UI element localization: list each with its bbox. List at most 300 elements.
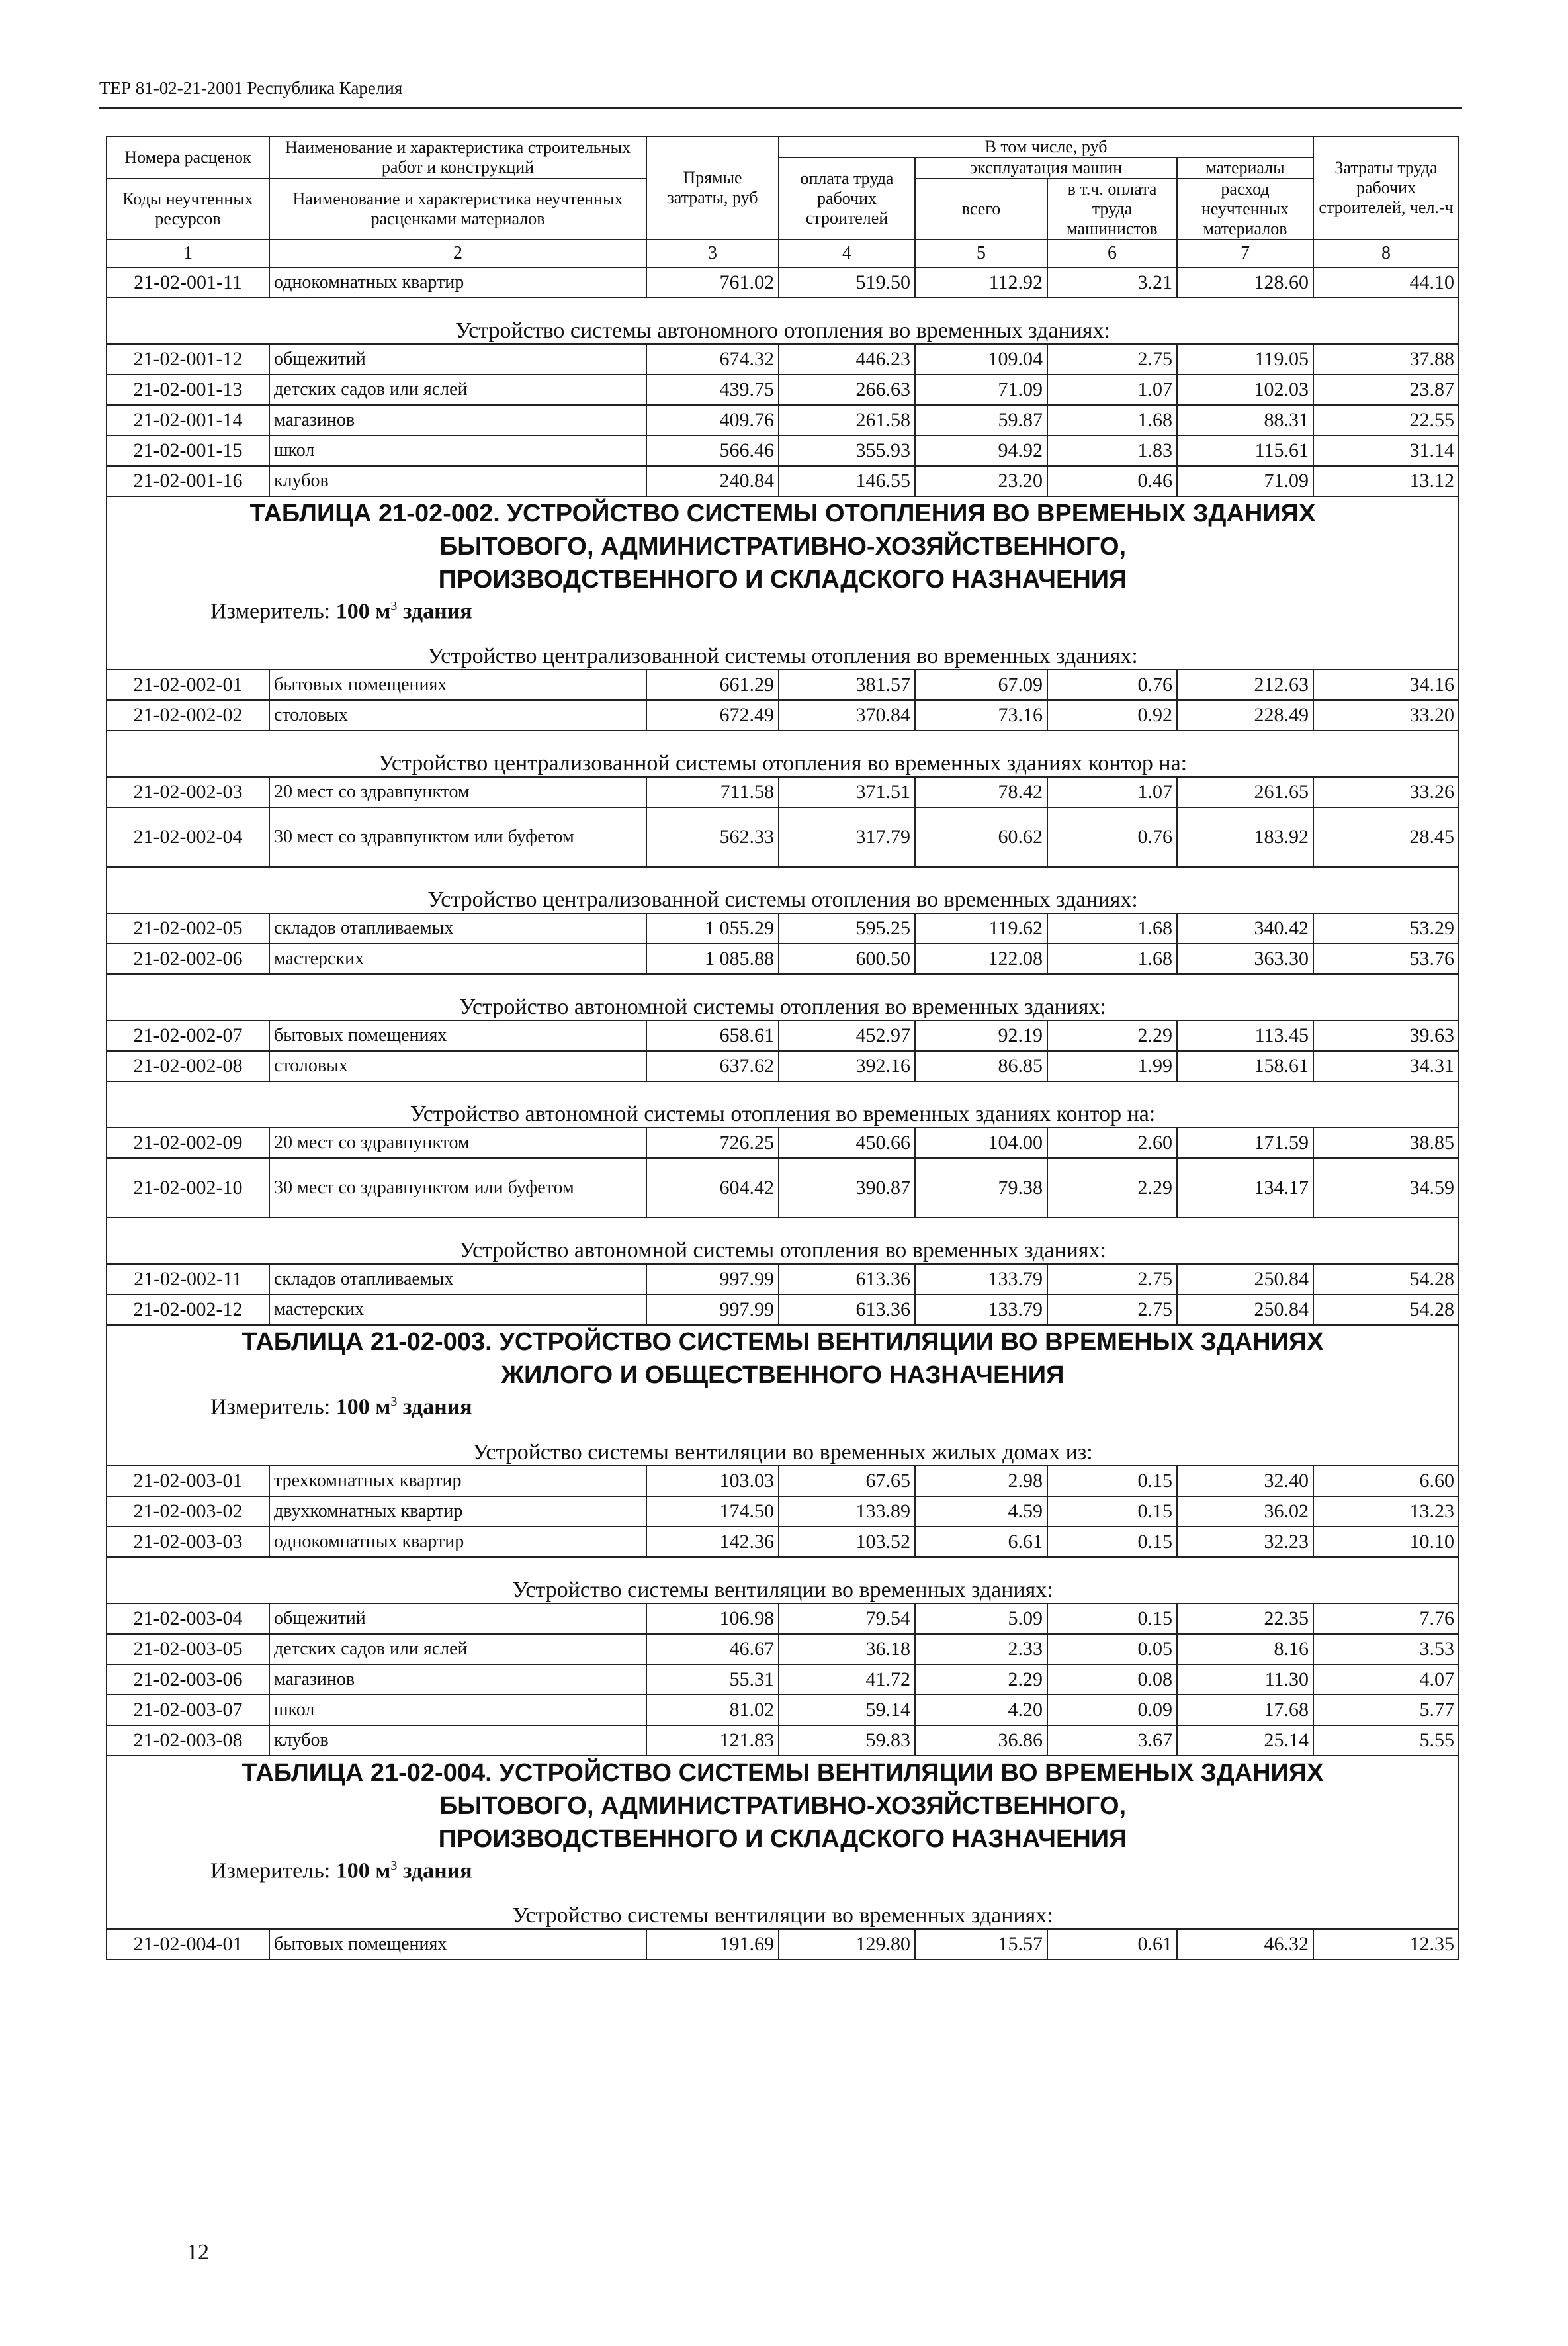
section-heading [107,731,1459,777]
value-cell: 129.80 [779,1929,915,1960]
value-cell: 562.33 [646,807,779,867]
col-number: 5 [915,240,1047,267]
value-cell: 71.09 [915,375,1047,405]
table-title-line: ЖИЛОГО И ОБЩЕСТВЕННОГО НАЗНАЧЕНИЯ [501,1361,1065,1390]
value-cell: 6.61 [915,1527,1047,1557]
rate-code: 21-02-002-11 [107,1264,269,1294]
section-heading [107,974,1459,1020]
value-cell: 12.35 [1313,1929,1459,1960]
section-heading [107,1218,1459,1264]
table-row [107,1264,1459,1294]
value-cell: 5.77 [1313,1695,1459,1725]
section-heading [107,1557,1459,1603]
work-name: бытовых помещениях [269,1020,646,1051]
value-cell: 1.68 [1047,405,1177,435]
value-cell: 44.10 [1313,267,1459,298]
value-cell: 92.19 [915,1020,1047,1051]
table-title-line: ПРОИЗВОДСТВЕННОГО И СКЛАДСКОГО НАЗНАЧЕНИЯ [438,566,1127,594]
col-header-wages: оплата труда рабочих строителей [779,158,915,240]
rate-code: 21-02-002-07 [107,1020,269,1051]
value-cell: 103.03 [646,1466,779,1496]
value-cell: 566.46 [646,435,779,466]
table-row [107,944,1459,974]
section-heading [107,1081,1459,1128]
table-title [107,496,1459,624]
value-cell: 1.99 [1047,1051,1177,1081]
value-cell: 67.09 [915,670,1047,700]
value-cell: 46.67 [646,1634,779,1664]
value-cell: 4.20 [915,1695,1047,1725]
table-row [107,1603,1459,1634]
value-cell: 15.57 [915,1929,1047,1960]
col-number: 3 [646,240,779,267]
rate-code: 21-02-003-05 [107,1634,269,1664]
value-cell: 34.59 [1313,1158,1459,1218]
table-row [107,466,1459,496]
value-cell: 0.05 [1047,1634,1177,1664]
rate-code: 21-02-003-04 [107,1603,269,1634]
value-cell: 22.55 [1313,405,1459,435]
value-cell: 3.67 [1047,1725,1177,1756]
value-cell: 1.83 [1047,435,1177,466]
value-cell: 174.50 [646,1496,779,1527]
rate-code: 21-02-002-01 [107,670,269,700]
value-cell: 34.16 [1313,670,1459,700]
value-cell: 71.09 [1177,466,1313,496]
measure-label: Измеритель: [210,1858,331,1883]
table-row [107,670,1459,700]
section-title: Устройство системы вентиляции во временных зданиях: [107,1557,1459,1603]
col-header-labor: Затраты труда рабочих строителей, чел.-ч [1313,136,1459,240]
value-cell: 0.76 [1047,807,1177,867]
value-cell: 13.12 [1313,466,1459,496]
table-row [107,700,1459,731]
value-cell: 158.61 [1177,1051,1313,1081]
value-cell: 2.75 [1047,1264,1177,1294]
section-title: Устройство системы вентиляции во временных зданиях: [107,1883,1459,1929]
value-cell: 370.84 [779,700,915,731]
col-header-material-names: Наименование и характеристика неучтенных расценками материалов [269,179,646,240]
value-cell: 381.57 [779,670,915,700]
work-name: 20 мест со здравпунктом [269,1128,646,1158]
value-cell: 2.98 [915,1466,1047,1496]
value-cell: 109.04 [915,344,1047,375]
rate-code: 21-02-003-01 [107,1466,269,1496]
value-cell: 122.08 [915,944,1047,974]
section-heading [107,1883,1459,1929]
value-cell: 121.83 [646,1725,779,1756]
value-cell: 8.16 [1177,1634,1313,1664]
col-header-materials: материалы [1177,158,1313,179]
value-cell: 1 085.88 [646,944,779,974]
value-cell: 392.16 [779,1051,915,1081]
value-cell: 73.16 [915,700,1047,731]
table-title [107,1325,1459,1420]
measure-unit [210,1394,1454,1420]
value-cell: 2.29 [1047,1158,1177,1218]
value-cell: 228.49 [1177,700,1313,731]
value-cell: 133.89 [779,1496,915,1527]
section-title: Устройство системы автономного отопления во временных зданиях: [107,298,1459,344]
value-cell: 53.29 [1313,913,1459,944]
rate-code: 21-02-002-03 [107,777,269,807]
value-cell: 2.60 [1047,1128,1177,1158]
value-cell: 36.18 [779,1634,915,1664]
work-name: двухкомнатных квартир [269,1496,646,1527]
value-cell: 53.76 [1313,944,1459,974]
value-cell: 115.61 [1177,435,1313,466]
rate-code: 21-02-001-12 [107,344,269,375]
work-name: детских садов или яслей [269,1634,646,1664]
rate-code: 21-02-003-02 [107,1496,269,1527]
measure-exponent: 3 [390,599,398,613]
work-name: мастерских [269,1294,646,1325]
table-row [107,777,1459,807]
value-cell: 1 055.29 [646,913,779,944]
value-cell: 86.85 [915,1051,1047,1081]
work-name: клубов [269,466,646,496]
table-title-line: ТАБЛИЦА 21-02-003. УСТРОЙСТВО СИСТЕМЫ ВЕНТИЛЯЦИИ ВО ВРЕМЕНЫХ ЗДАНИЯХ [241,1328,1324,1357]
value-cell: 41.72 [779,1664,915,1695]
value-cell: 371.51 [779,777,915,807]
table-row [107,1466,1459,1496]
table-row [107,375,1459,405]
value-cell: 261.58 [779,405,915,435]
table-row [107,267,1459,298]
value-cell: 191.69 [646,1929,779,1960]
value-cell: 79.38 [915,1158,1047,1218]
value-cell: 67.65 [779,1466,915,1496]
value-cell: 2.75 [1047,344,1177,375]
measure-tail: здания [402,599,472,624]
rate-code: 21-02-002-02 [107,700,269,731]
value-cell: 0.15 [1047,1603,1177,1634]
section-heading [107,867,1459,913]
value-cell: 102.03 [1177,375,1313,405]
value-cell: 1.07 [1047,777,1177,807]
rate-code: 21-02-001-13 [107,375,269,405]
value-cell: 613.36 [779,1264,915,1294]
value-cell: 0.61 [1047,1929,1177,1960]
value-cell: 33.20 [1313,700,1459,731]
value-cell: 13.23 [1313,1496,1459,1527]
col-header-codes: Номера расценок [107,136,269,179]
rate-code: 21-02-002-10 [107,1158,269,1218]
value-cell: 604.42 [646,1158,779,1218]
table-row [107,913,1459,944]
value-cell: 0.76 [1047,670,1177,700]
value-cell: 11.30 [1177,1664,1313,1695]
table-row [107,807,1459,867]
value-cell: 60.62 [915,807,1047,867]
section-title: Устройство централизованной системы отопления во временных зданиях: [107,624,1459,670]
table-row [107,1929,1459,1960]
rate-code: 21-02-003-03 [107,1527,269,1557]
value-cell: 23.87 [1313,375,1459,405]
value-cell: 33.26 [1313,777,1459,807]
rate-code: 21-02-003-06 [107,1664,269,1695]
table-row [107,1527,1459,1557]
value-cell: 0.15 [1047,1496,1177,1527]
value-cell: 637.62 [646,1051,779,1081]
work-name: 20 мест со здравпунктом [269,777,646,807]
value-cell: 363.30 [1177,944,1313,974]
measure-exponent: 3 [390,1858,398,1873]
work-name: школ [269,435,646,466]
section-heading [107,1420,1459,1466]
table-title-block [107,496,1459,624]
col-header-group: В том числе, руб [779,136,1313,158]
value-cell: 7.76 [1313,1603,1459,1634]
value-cell: 595.25 [779,913,915,944]
value-cell: 22.35 [1177,1603,1313,1634]
rate-code: 21-02-002-04 [107,807,269,867]
col-number: 7 [1177,240,1313,267]
value-cell: 661.29 [646,670,779,700]
value-cell: 128.60 [1177,267,1313,298]
measure-label: Измеритель: [210,599,331,624]
value-cell: 133.79 [915,1264,1047,1294]
measure-exponent: 3 [390,1394,398,1410]
value-cell: 106.98 [646,1603,779,1634]
table-row [107,1051,1459,1081]
rate-code: 21-02-002-05 [107,913,269,944]
value-cell: 0.92 [1047,700,1177,731]
work-name: складов отапливаемых [269,913,646,944]
value-cell: 317.79 [779,807,915,867]
value-cell: 34.31 [1313,1051,1459,1081]
work-name: 30 мест со здравпунктом или буфетом [269,1158,646,1218]
value-cell: 133.79 [915,1294,1047,1325]
rate-code: 21-02-003-08 [107,1725,269,1756]
value-cell: 25.14 [1177,1725,1313,1756]
value-cell: 32.40 [1177,1466,1313,1496]
col-header-name: Наименование и характеристика строительных работ и конструкций [269,136,646,179]
value-cell: 0.15 [1047,1527,1177,1557]
table-row [107,1664,1459,1695]
work-name: однокомнатных квартир [269,1527,646,1557]
value-cell: 3.21 [1047,267,1177,298]
section-title: Устройство автономной системы отопления во временных зданиях: [107,974,1459,1020]
value-cell: 39.63 [1313,1020,1459,1051]
section-heading [107,624,1459,670]
header-rule [99,107,1462,109]
value-cell: 0.15 [1047,1466,1177,1496]
table-title-line: ПРОИЗВОДСТВЕННОГО И СКЛАДСКОГО НАЗНАЧЕНИЯ [438,1825,1127,1853]
value-cell: 94.92 [915,435,1047,466]
work-name: общежитий [269,1603,646,1634]
value-cell: 183.92 [1177,807,1313,867]
value-cell: 103.52 [779,1527,915,1557]
rate-code: 21-02-002-06 [107,944,269,974]
value-cell: 54.28 [1313,1294,1459,1325]
value-cell: 10.10 [1313,1527,1459,1557]
value-cell: 1.07 [1047,375,1177,405]
measure-tail: здания [402,1858,472,1883]
value-cell: 240.84 [646,466,779,496]
value-cell: 59.14 [779,1695,915,1725]
value-cell: 250.84 [1177,1294,1313,1325]
work-name: 30 мест со здравпунктом или буфетом [269,807,646,867]
table-row [107,435,1459,466]
col-header-machinist-wages: в т.ч. оплата труда машинистов [1047,179,1177,240]
work-name: магазинов [269,1664,646,1695]
rate-code: 21-02-001-11 [107,267,269,298]
value-cell: 4.59 [915,1496,1047,1527]
value-cell: 36.86 [915,1725,1047,1756]
value-cell: 674.32 [646,344,779,375]
value-cell: 55.31 [646,1664,779,1695]
table-row [107,1725,1459,1756]
work-name: школ [269,1695,646,1725]
measure-value: 100 м [335,1394,391,1420]
work-name: магазинов [269,405,646,435]
measure-unit [210,1858,1454,1883]
section-title: Устройство автономной системы отопления во временных зданиях контор на: [107,1081,1459,1128]
value-cell: 452.97 [779,1020,915,1051]
table-row [107,1496,1459,1527]
value-cell: 36.02 [1177,1496,1313,1527]
measure-unit [210,599,1454,624]
value-cell: 31.14 [1313,435,1459,466]
value-cell: 59.83 [779,1725,915,1756]
value-cell: 134.17 [1177,1158,1313,1218]
value-cell: 266.63 [779,375,915,405]
value-cell: 146.55 [779,466,915,496]
value-cell: 2.29 [1047,1020,1177,1051]
table-row [107,405,1459,435]
rate-code: 21-02-001-15 [107,435,269,466]
value-cell: 726.25 [646,1128,779,1158]
value-cell: 997.99 [646,1264,779,1294]
value-cell: 142.36 [646,1527,779,1557]
section-heading [107,298,1459,344]
work-name: бытовых помещениях [269,670,646,700]
section-title: Устройство централизованной системы отопления во временных зданиях: [107,867,1459,913]
table-row [107,344,1459,375]
col-header-machines: эксплуатация машин [915,158,1177,179]
table-title-line: ТАБЛИЦА 21-02-002. УСТРОЙСТВО СИСТЕМЫ ОТОПЛЕНИЯ ВО ВРЕМЕНЫХ ЗДАНИЯХ [249,500,1316,527]
value-cell: 46.32 [1177,1929,1313,1960]
table-title-line: ТАБЛИЦА 21-02-004. УСТРОЙСТВО СИСТЕМЫ ВЕНТИЛЯЦИИ ВО ВРЕМЕНЫХ ЗДАНИЯХ [241,1758,1324,1787]
rate-code: 21-02-003-07 [107,1695,269,1725]
value-cell: 519.50 [779,267,915,298]
value-cell: 113.45 [1177,1020,1313,1051]
value-cell: 79.54 [779,1603,915,1634]
value-cell: 5.55 [1313,1725,1459,1756]
table-title-line: БЫТОВОГО, АДМИНИСТРАТИВНО-ХОЗЯЙСТВЕННОГО, [439,1791,1127,1820]
value-cell: 38.85 [1313,1128,1459,1158]
value-cell: 761.02 [646,267,779,298]
value-cell: 600.50 [779,944,915,974]
work-name: детских садов или яслей [269,375,646,405]
work-name: мастерских [269,944,646,974]
value-cell: 997.99 [646,1294,779,1325]
section-title: Устройство системы вентиляции во временных жилых домах из: [107,1420,1459,1466]
table-header [107,136,1459,267]
measure-tail: здания [402,1394,472,1420]
value-cell: 119.62 [915,913,1047,944]
value-cell: 32.23 [1177,1527,1313,1557]
value-cell: 355.93 [779,435,915,466]
col-number: 4 [779,240,915,267]
value-cell: 6.60 [1313,1466,1459,1496]
value-cell: 0.46 [1047,466,1177,496]
value-cell: 5.09 [915,1603,1047,1634]
table-row [107,1695,1459,1725]
value-cell: 171.59 [1177,1128,1313,1158]
value-cell: 54.28 [1313,1264,1459,1294]
value-cell: 0.08 [1047,1664,1177,1695]
work-name: общежитий [269,344,646,375]
col-number: 1 [107,240,269,267]
value-cell: 4.07 [1313,1664,1459,1695]
col-header-resource-codes: Коды неучтенных ресурсов [107,179,269,240]
col-number: 8 [1313,240,1459,267]
value-cell: 613.36 [779,1294,915,1325]
value-cell: 78.42 [915,777,1047,807]
col-header-direct-costs: Прямые затраты, руб [646,136,779,240]
col-header-material-use: расход неучтенных материалов [1177,179,1313,240]
value-cell: 112.92 [915,267,1047,298]
table-title-block [107,1756,1459,1883]
value-cell: 2.29 [915,1664,1047,1695]
value-cell: 439.75 [646,375,779,405]
table-title-line: БЫТОВОГО, АДМИНИСТРАТИВНО-ХОЗЯЙСТВЕННОГО, [439,533,1127,561]
table-title-block [107,1325,1459,1420]
value-cell: 711.58 [646,777,779,807]
table-body [107,267,1459,1960]
value-cell: 28.45 [1313,807,1459,867]
page-header: ТЕР 81-02-21-2001 Республика Карелия [99,78,403,98]
section-title: Устройство централизованной системы отопления во временных зданиях контор на: [107,731,1459,777]
rate-code: 21-02-004-01 [107,1929,269,1960]
value-cell: 3.53 [1313,1634,1459,1664]
value-cell: 23.20 [915,466,1047,496]
col-header-machines-total: всего [915,179,1047,240]
value-cell: 261.65 [1177,777,1313,807]
value-cell: 0.09 [1047,1695,1177,1725]
work-name: складов отапливаемых [269,1264,646,1294]
value-cell: 1.68 [1047,913,1177,944]
value-cell: 658.61 [646,1020,779,1051]
measure-label: Измеритель: [210,1394,331,1420]
rate-code: 21-02-001-16 [107,466,269,496]
value-cell: 2.75 [1047,1294,1177,1325]
table-row [107,1020,1459,1051]
table-row [107,1634,1459,1664]
work-name: трехкомнатных квартир [269,1466,646,1496]
work-name: бытовых помещениях [269,1929,646,1960]
value-cell: 390.87 [779,1158,915,1218]
value-cell: 37.88 [1313,344,1459,375]
rate-code: 21-02-002-12 [107,1294,269,1325]
value-cell: 1.68 [1047,944,1177,974]
measure-value: 100 м [335,599,391,624]
page-number: 12 [187,2240,209,2265]
rates-table [106,136,1459,1960]
rate-code: 21-02-002-08 [107,1051,269,1081]
value-cell: 446.23 [779,344,915,375]
work-name: столовых [269,700,646,731]
value-cell: 212.63 [1177,670,1313,700]
work-name: однокомнатных квартир [269,267,646,298]
table-row [107,1128,1459,1158]
rate-code: 21-02-002-09 [107,1128,269,1158]
col-number: 2 [269,240,646,267]
work-name: столовых [269,1051,646,1081]
value-cell: 672.49 [646,700,779,731]
